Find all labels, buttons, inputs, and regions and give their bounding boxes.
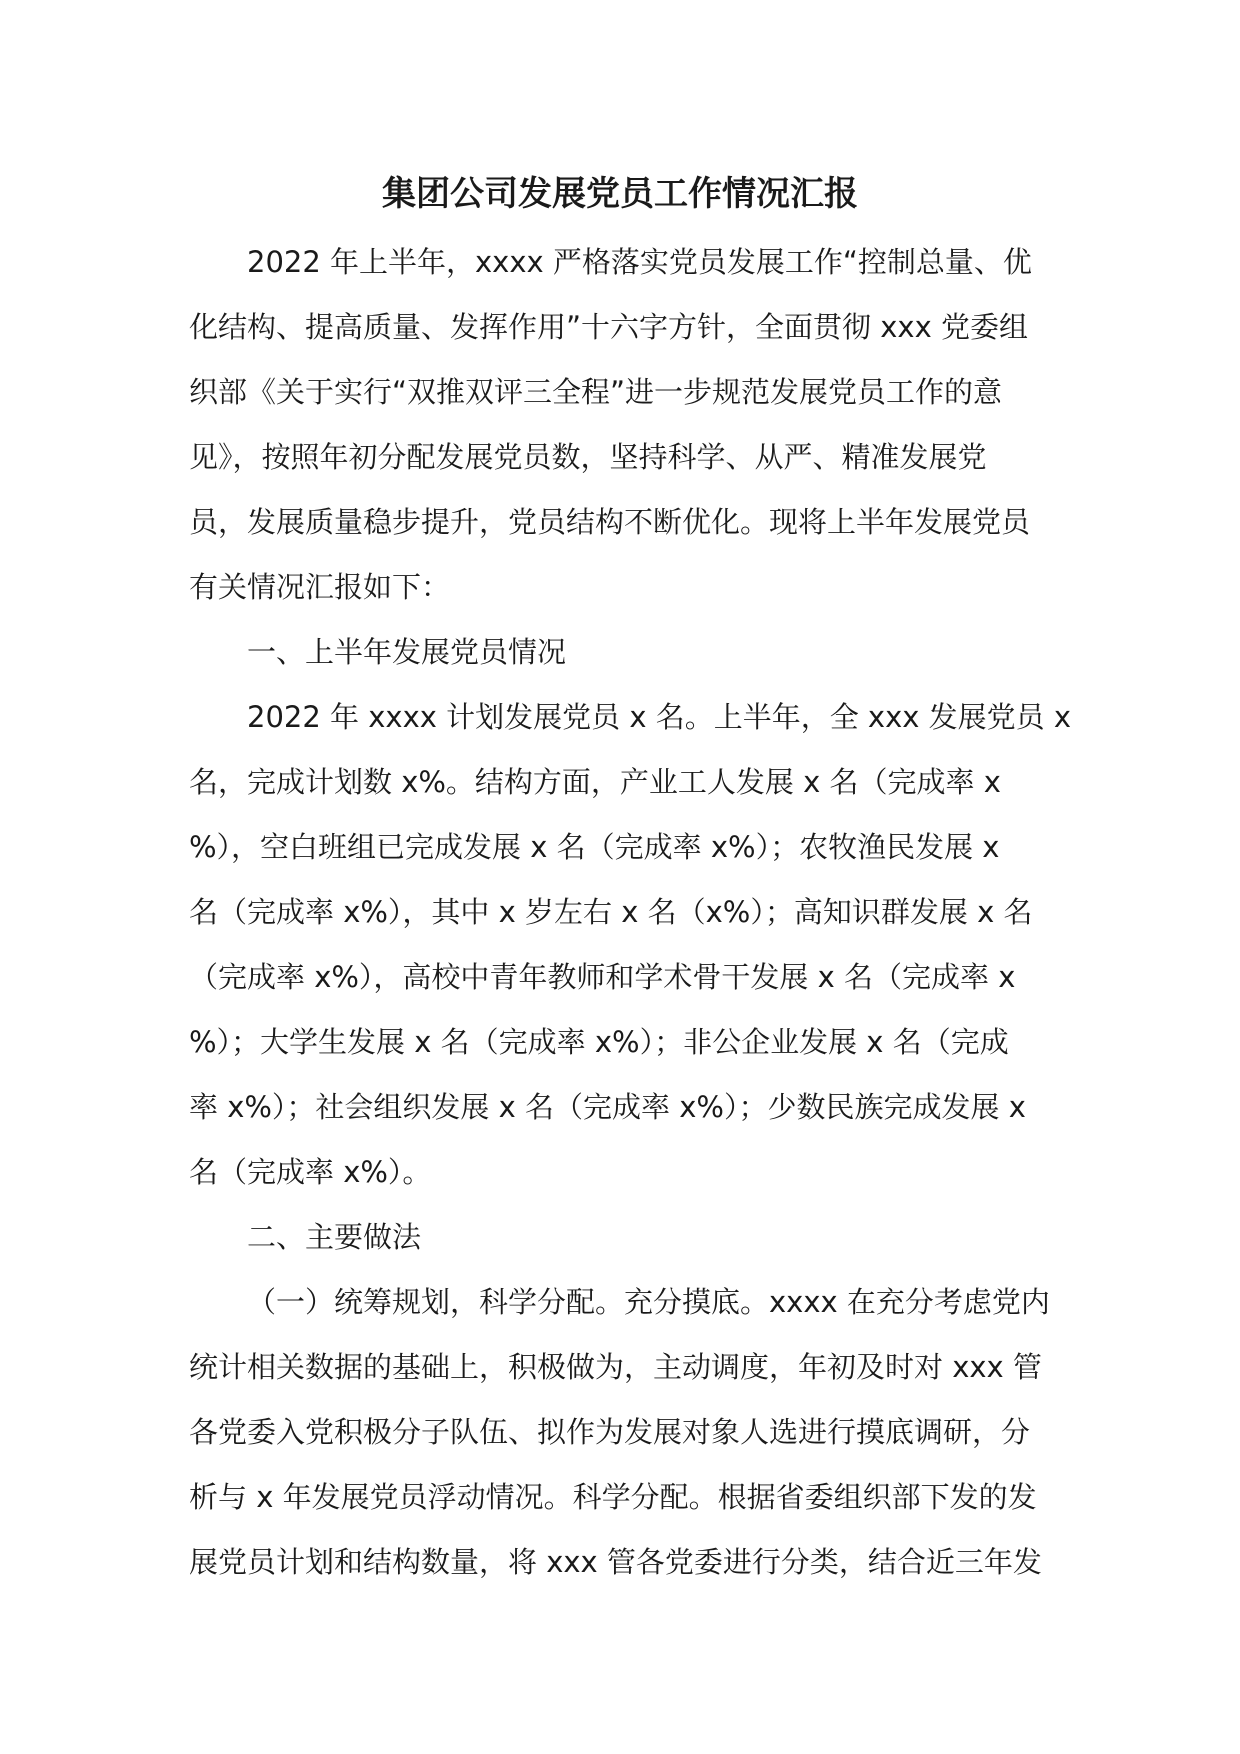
section-heading: 一、上半年发展党员情况 (247, 635, 567, 669)
text-line: 见》，按照年初分配发展党员数，坚持科学、从严、精准发展党 (189, 440, 987, 474)
document-body (189, 238, 1072, 1603)
text-line: %），空白班组已完成发展 x 名（完成率 x%）；农牧渔民发展 x (189, 830, 1000, 864)
text-line: 2022 年上半年，xxxx 严格落实党员发展工作“控制总量、优 (247, 245, 1032, 279)
text-line: 化结构、提高质量、发挥作用”十六字方针，全面贯彻 xxx 党委组 (189, 310, 1028, 344)
text-line: 率 x%）；社会组织发展 x 名（完成率 x%）；少数民族完成发展 x (189, 1090, 1026, 1124)
text-line: 员，发展质量稳步提升，党员结构不断优化。现将上半年发展党员 (189, 505, 1031, 539)
text-line: （完成率 x%），高校中青年教师和学术骨干发展 x 名（完成率 x (189, 960, 1016, 994)
text-line: 2022 年 xxxx 计划发展党员 x 名。上半年，全 xxx 发展党员 x (247, 700, 1072, 734)
text-line: 展党员计划和结构数量，将 xxx 管各党委进行分类，结合近三年发 (189, 1545, 1042, 1579)
section-heading: 二、主要做法 (247, 1220, 422, 1254)
text-line: （一）统筹规划，科学分配。充分摸底。xxxx 在充分考虑党内 (247, 1285, 1050, 1319)
text-line: 析与 x 年发展党员浮动情况。科学分配。根据省委组织部下发的发 (189, 1480, 1037, 1514)
text-line: 名（完成率 x%），其中 x 岁左右 x 名（x%）；高知识群发展 x 名 (189, 895, 1033, 929)
document-title: 集团公司发展党员工作情况汇报 (382, 174, 858, 214)
text-line: 各党委入党积极分子队伍、拟作为发展对象人选进行摸底调研，分 (189, 1415, 1031, 1449)
text-line: 统计相关数据的基础上，积极做为，主动调度，年初及时对 xxx 管 (189, 1350, 1042, 1384)
text-line: 有关情况汇报如下： (189, 570, 451, 604)
text-line: 织部《关于实行“双推双评三全程”进一步规范发展党员工作的意 (189, 375, 1003, 409)
text-line: %）；大学生发展 x 名（完成率 x%）；非公企业发展 x 名（完成 (189, 1025, 1009, 1059)
text-line: 名，完成计划数 x%。结构方面，产业工人发展 x 名（完成率 x (189, 765, 1001, 799)
text-line: 名（完成率 x%）。 (189, 1155, 432, 1189)
